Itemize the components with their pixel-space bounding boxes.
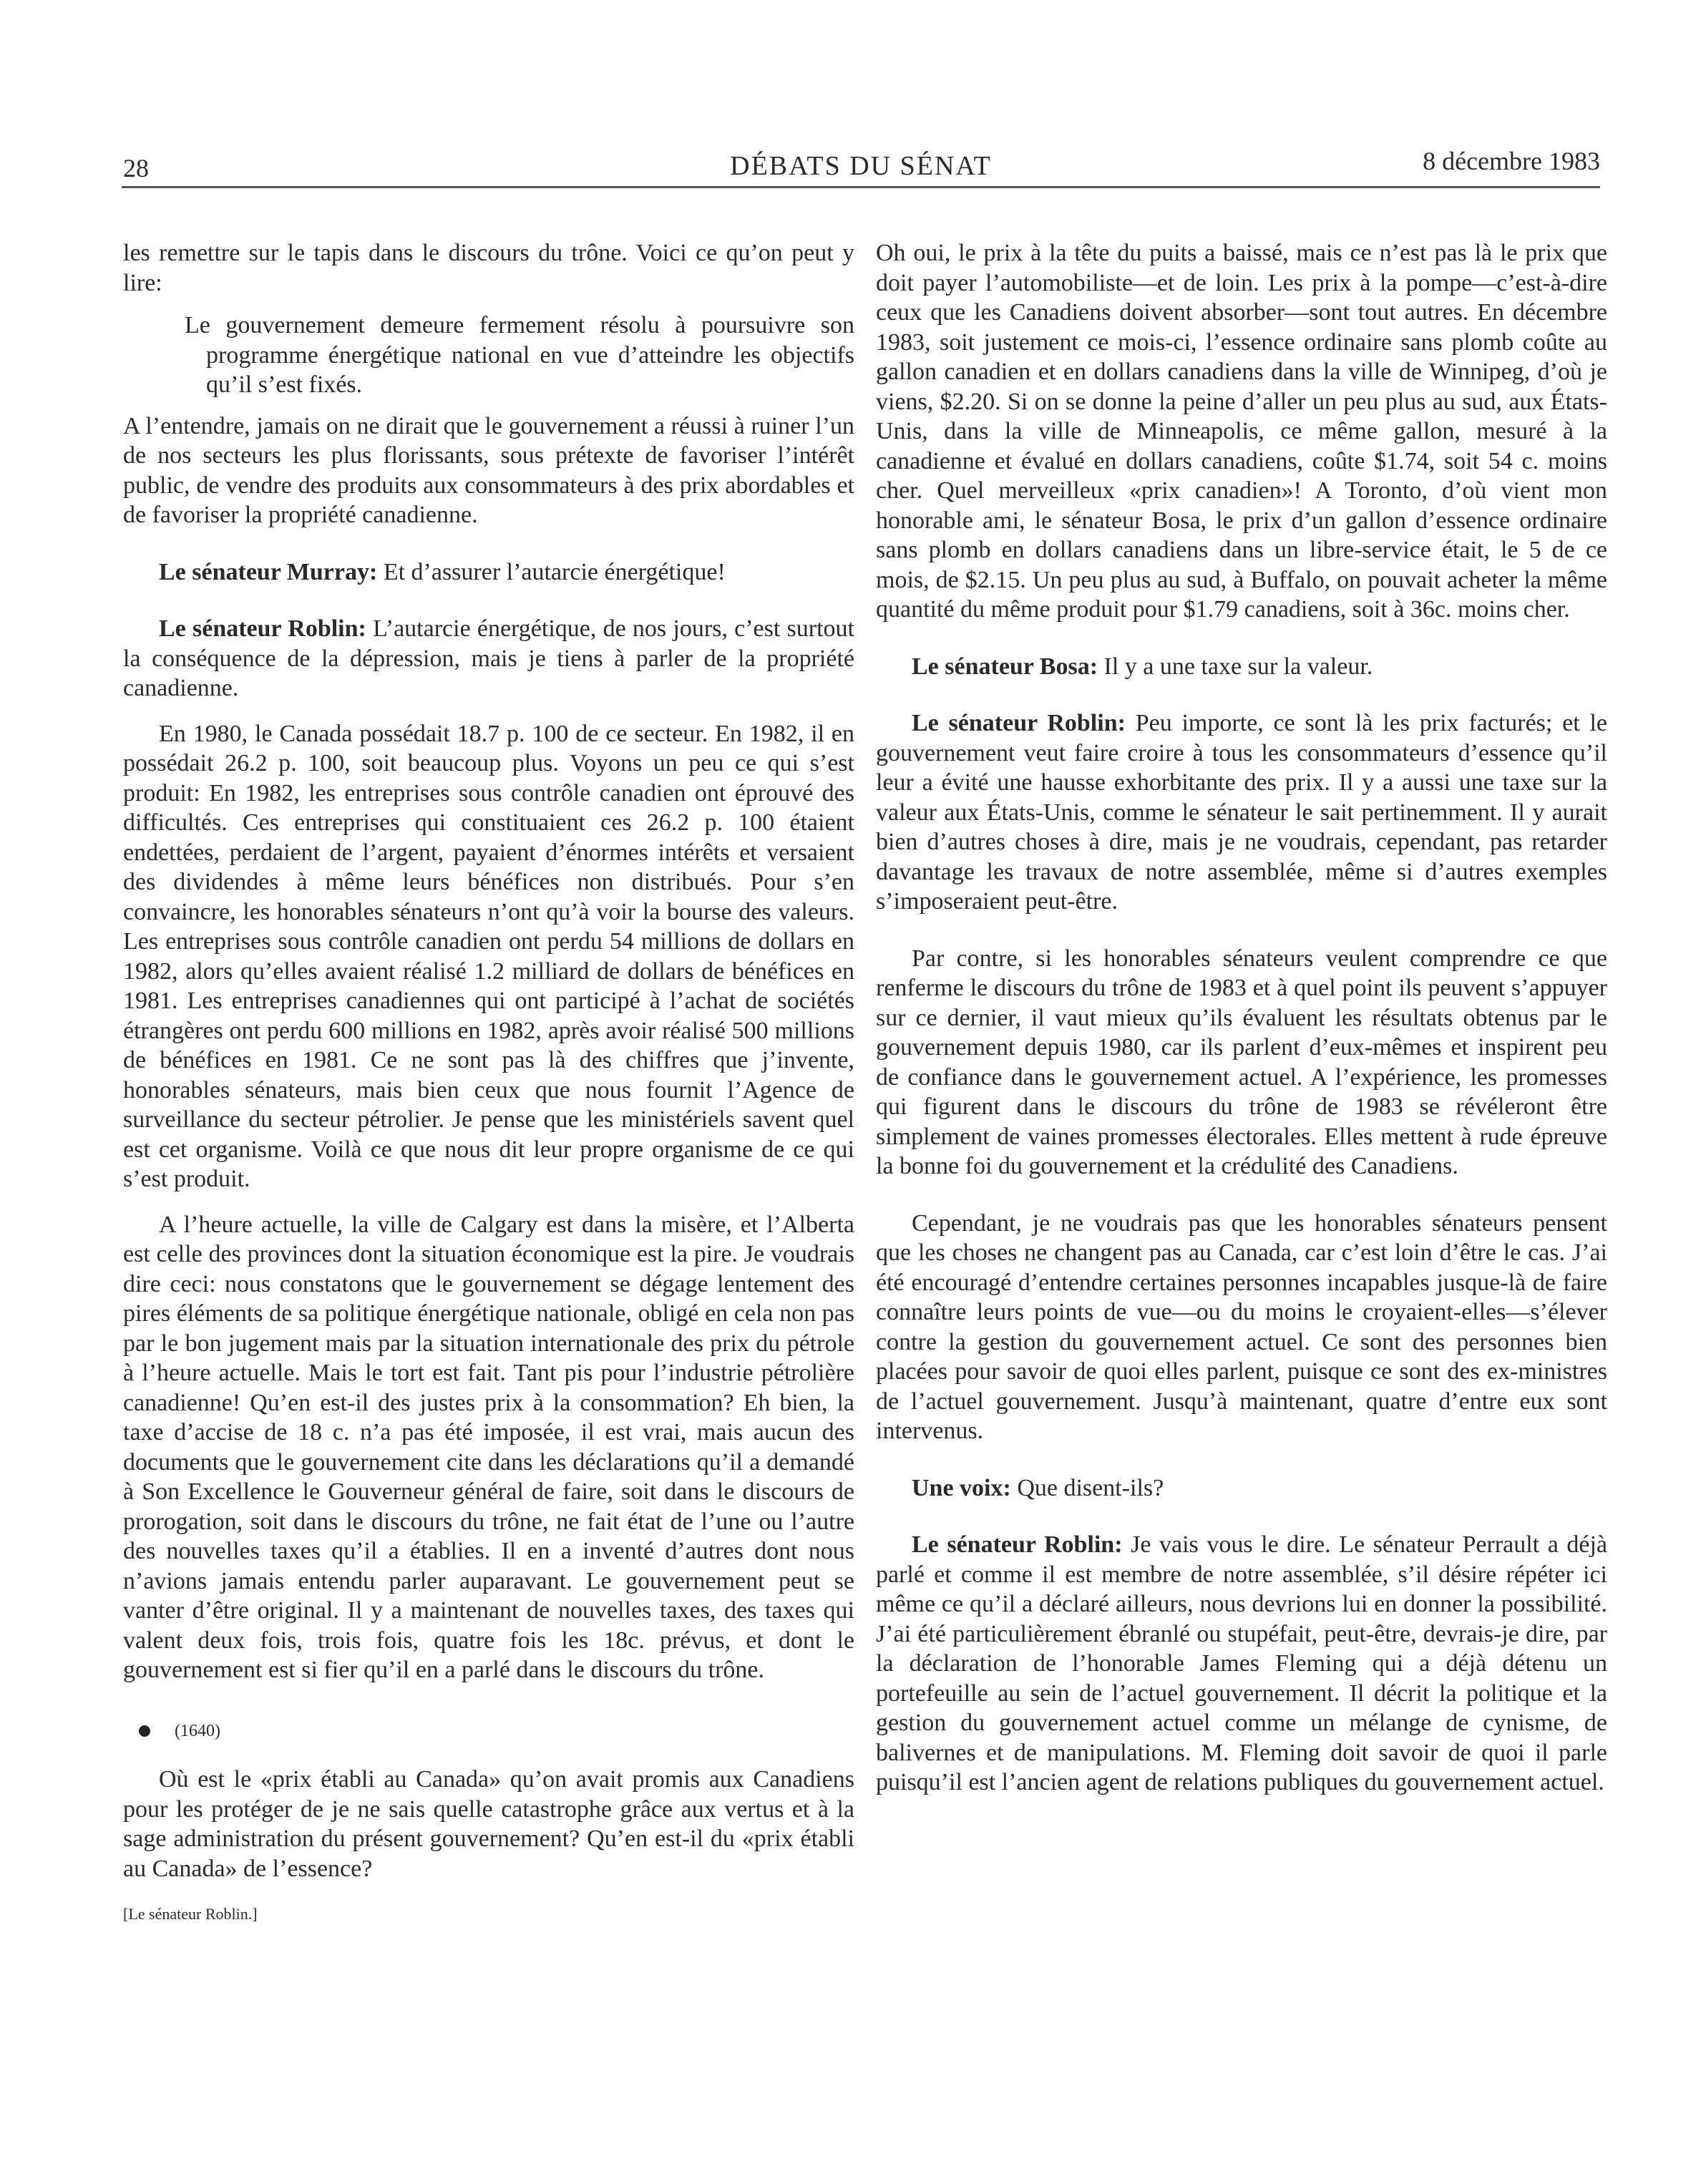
speaker-paragraph (876, 1473, 1607, 1503)
paragraph: A l’entendre, jamais on ne dirait que le gouvernement a réussi à ruiner l’un de nos secteurs les plus florissants, sous prétexte de favoriser l’intérêt public, de vendre des produits aux consommateurs à des prix abordables et de favoriser la propriété canadienne. (123, 412, 854, 528)
speaker-name: Une voix: (912, 1474, 1011, 1501)
speech-text: Je vais vous le dire. Le sénateur Perrault a déjà parlé et comme il est membre de notre assemblée, s’il désire répéter ici même ce qu’il a déclaré ailleurs, nous devrions lui en donner la possibilité. J’ai été particulièrement ébranlé ou stupéfait, peut-être, devrais-je dire, par la déclaration de l’honorable James Fleming qui a déjà détenu un portefeuille au sein de l’actuel gouvernement. Il décrit la politique et la gestion du gouvernement actuel comme un mélange de cynisme, de balivernes et de manipulations. M. Fleming doit savoir de quoi il parle puisqu’il est l’ancien agent de relations publiques du gouvernement actuel. (876, 1531, 1607, 1795)
speaker-name: Le sénateur Roblin: (912, 710, 1126, 736)
speaker-paragraph (876, 652, 1607, 682)
speech-text: Il y a une taxe sur la valeur. (1098, 653, 1373, 680)
speaker-paragraph (123, 557, 854, 588)
left-column (123, 238, 854, 1929)
bullet-icon (139, 1725, 150, 1737)
speaker-paragraph (123, 614, 854, 703)
speech-text: Peu importe, ce sont là les prix facturés; et le gouvernement veut faire croire à tous les consommateurs d’essence qu’il leur a évité une hausse exhorbitante des prix. Il y a aussi une taxe sur la valeur aux États-Unis, comme le sénateur le sait pertinemment. Il y aurait bien d’autres choses à dire, mais je ne voudrais, cependant, pas retarder davantage les travaux de notre assemblée, même si d’autres exemples s’imposeraient peut-être. (876, 710, 1607, 915)
paragraph: Cependant, je ne voudrais pas que les honorables sénateurs pensent que les choses ne changent pas au Canada, car c’est loin d’être le cas. J’ai été encouragé d’entendre certaines personnes incapables jusque-là de faire connaître leurs points de vue—ou du moins le croyaient-elles—s’élever contre la gestion du gouvernement actuel. Ce sont des personnes bien placées pour savoir de quoi elles parlent, puisque ce sont des ex-ministres de l’actuel gouvernement. Jusqu’à maintenant, quatre d’entre eux sont intervenus. (876, 1209, 1607, 1444)
header-date: 8 décembre 1983 (1423, 147, 1600, 175)
speaker-paragraph (876, 1530, 1607, 1798)
footnote: [Le sénateur Roblin.] (123, 1905, 258, 1923)
speaker-name: Le sénateur Roblin: (912, 1531, 1123, 1558)
paragraph: Oh oui, le prix à la tête du puits a baissé, mais ce n’est pas là le prix que doit payer l’automobiliste—et de loin. Les prix à la pompe—c’est-à-dire ceux que les Canadiens doivent absorber—sont tout autres. En décembre 1983, soit justement ce mois-ci, l’essence ordinaire sans plomb coûte au gallon canadien et en dollars canadiens dans la ville de Winnipeg, d’où je viens, $2.20. Si on se donne la peine d’aller un peu plus au sud, aux États-Unis, dans la ville de Minneapolis, ce même gallon, mesuré à la canadienne et évalué en dollars canadiens, coûte $1.74, soit 54 c. moins cher. Quel merveilleux «prix canadien»! A Toronto, d’où vient mon honorable ami, le sénateur Bosa, le prix d’un gallon d’essence ordinaire sans plomb en dollars canadiens dans un libre-service était, le 5 de ce mois, de $2.15. Un peu plus au sud, à Buffalo, on pouvait acheter la même quantité du même produit pour $1.79 canadiens, soit à 36c. moins cher. (876, 240, 1607, 623)
speaker-name: Le sénateur Murray: (159, 558, 378, 585)
speech-text: L’autarcie énergétique, de nos jours, c’est surtout la conséquence de la dépression, mais je tiens à parler de la propriété canadienne. (123, 615, 855, 701)
page-title: DÉBATS DU SÉNAT (730, 151, 992, 181)
paragraph: Où est le «prix établi au Canada» qu’on avait promis aux Canadiens pour les protéger de je ne sais quelle catastrophe grâce aux vertus et à la sage administration du présent gouvernement? Qu’en est-il du «prix établi au Canada» de l’essence? (123, 1766, 854, 1882)
paragraph: En 1980, le Canada possédait 18.7 p. 100 de ce secteur. En 1982, il en possédait 26.2 p. 100, soit beaucoup plus. Voyons un peu ce qui s’est produit: En 1982, les entreprises sous contrôle canadien ont éprouvé des difficultés. Ces entreprises qui constituaient ces 26.2 p. 100 étaient endettées, perdaient de l’argent, payaient d’énormes intérêts et versaient des dividendes à même leurs bénéfices non distribués. Pour s’en convaincre, les honorables sénateurs n’ont qu’à voir la bourse des valeurs. Les entreprises sous contrôle canadien ont perdu 54 millions de dollars en 1982, alors qu’elles avaient réalisé 1.2 milliard de dollars de bénéfices en 1981. Les entreprises canadiennes qui ont participé à l’achat de sociétés étrangères ont perdu 600 millions en 1982, après avoir réalisé 500 millions de bénéfices en 1981. Ce ne sont pas là des chiffres que j’invente, honorables sénateurs, mais bien ceux que nous fournit l’Agence de surveillance du secteur pétrolier. Je pense que les ministériels savent quel est cet organisme. Voilà ce que nous dit leur propre organisme de ce qui s’est produit. (123, 720, 854, 1192)
time-marker (123, 1717, 854, 1747)
paragraph: A l’heure actuelle, la ville de Calgary est dans la misère, et l’Alberta est celle des provinces dont la situation économique est la pire. Je voudrais dire ceci: nous constatons que le gouvernement se dégage lentement des pires éléments de sa politique énergétique nationale, obligé en cela non pas par le bon jugement mais par la situation internationale des prix du pétrole à l’heure actuelle. Mais le tort est fait. Tant pis pour l’industrie pétrolière canadienne! Qu’en est-il des justes prix à la consommation? Eh bien, la taxe d’accise de 18 c. n’a pas été imposée, il est vrai, mais aucun des documents que le gouvernement cite dans les déclarations qu’il a demandé à Son Excellence le Gouverneur général de faire, soit dans le discours de prorogation, soit dans le discours du trône, ne fait état de l’une ou l’autre des nouvelles taxes qu’il a établies. Il en a inventé d’autres dont nous n’avions jamais entendu parler auparavant. Le gouvernement peut se vanter d’être original. Il y a maintenant de nouvelles taxes, des taxes qui valent deux fois, trois fois, quatre fois les 18c. prévus, et dont le gouvernement est si fier qu’il en a parlé dans le discours du trône. (123, 1211, 854, 1683)
paragraph: les remettre sur le tapis dans le discours du trône. Voici ce qu’on peut y lire: (123, 240, 854, 296)
page-number: 28 (123, 154, 149, 182)
speech-text: Et d’assurer l’autarcie énergétique! (377, 558, 726, 585)
speaker-name: Le sénateur Roblin: (159, 615, 366, 642)
speaker-paragraph (876, 708, 1607, 917)
right-column (876, 238, 1607, 1798)
page-header (122, 143, 1600, 188)
paragraph: Par contre, si les honorables sénateurs veulent comprendre ce que renferme le discours du trône de 1983 et à quel point ils peuvent s’appuyer sur ce dernier, il vaut mieux qu’ils évaluent les résultats obtenus par le gouvernement depuis 1980, car ils parlent d’eux-mêmes et inspirent peu de confiance dans le gouvernement actuel. A l’expérience, les promesses qui figurent dans le discours du trône de 1983 se révéleront être simplement de vaines promesses électorales. Elles mettent à rude épreuve la bonne foi du gouvernement et la crédulité des Canadiens. (876, 945, 1607, 1179)
block-quote: Le gouvernement demeure fermement résolu à poursuivre son programme énergétique national en vue d’atteindre les objectifs qu’il s’est fixés. (185, 312, 854, 398)
speaker-name: Le sénateur Bosa: (912, 653, 1098, 680)
speech-text: Que disent-ils? (1010, 1474, 1164, 1501)
time-marker-text: (1640) (175, 1721, 220, 1740)
